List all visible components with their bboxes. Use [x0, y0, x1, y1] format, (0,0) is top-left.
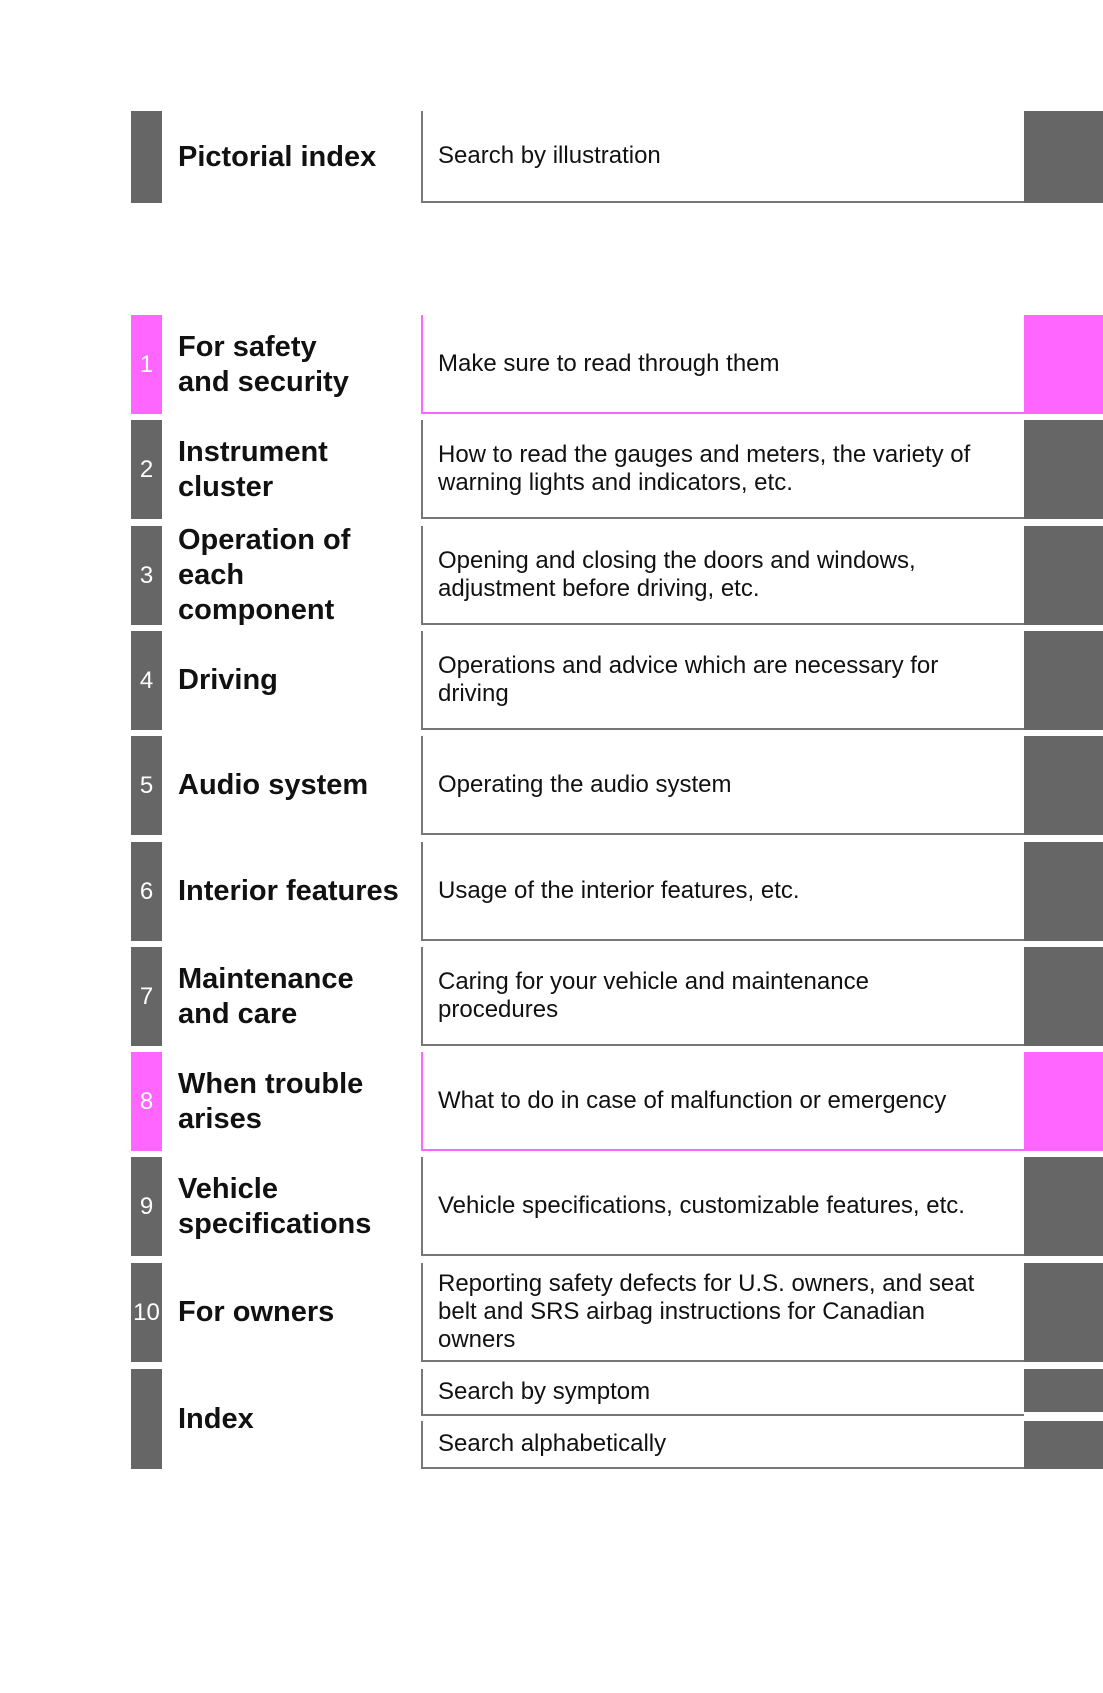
chapter-description: How to read the gauges and meters, the variety of warning lights and indicators, etc. [421, 420, 1024, 519]
chapter-title: When trouble arises [178, 1067, 364, 1135]
index-title: Index [178, 1402, 254, 1435]
chapter-row[interactable] [0, 736, 1103, 835]
chapter-right-tab[interactable] [1024, 526, 1103, 625]
chapter-title: Audio system [178, 769, 369, 801]
index-entry-alphabetical[interactable] [421, 1421, 1024, 1469]
chapter-number-tab: 5 [131, 736, 162, 835]
chapter-title: Driving [178, 664, 278, 696]
chapter-title: Maintenance and care [178, 962, 354, 1030]
index-alphabetical-right-tab[interactable] [1024, 1421, 1103, 1469]
chapter-title: Vehicle specifications [178, 1172, 372, 1240]
chapter-title: Interior features [178, 875, 399, 907]
chapter-description: Reporting safety defects for U.S. owners, and seat belt and SRS airbag instructions for Canadian owners [421, 1263, 1024, 1362]
chapter-row[interactable] [0, 631, 1103, 730]
chapter-number-tab: 7 [131, 947, 162, 1046]
pictorial-index-right-tab[interactable] [1024, 111, 1103, 203]
chapter-title: Instrument cluster [178, 435, 328, 503]
chapter-number-tab: 4 [131, 631, 162, 730]
chapter-number-tab: 1 [131, 315, 162, 414]
index-entry-symptom[interactable] [421, 1369, 1024, 1416]
chapter-description: Make sure to read through them [421, 315, 1024, 414]
chapter-description: What to do in case of malfunction or emergency [421, 1052, 1024, 1151]
chapter-number-tab: 10 [131, 1263, 162, 1362]
chapter-number-tab: 2 [131, 420, 162, 519]
pictorial-index-description: Search by illustration [421, 111, 1024, 203]
chapter-right-tab[interactable] [1024, 736, 1103, 835]
chapter-right-tab[interactable] [1024, 1052, 1103, 1151]
chapter-row[interactable] [0, 1263, 1103, 1362]
chapter-description: Operating the audio system [421, 736, 1024, 835]
chapter-title: For safety and security [178, 330, 349, 398]
chapter-row[interactable] [0, 947, 1103, 1046]
pictorial-index-left-tab [131, 111, 162, 203]
chapter-right-tab[interactable] [1024, 842, 1103, 941]
chapter-row[interactable] [0, 420, 1103, 519]
chapter-right-tab[interactable] [1024, 947, 1103, 1046]
chapter-description: Operations and advice which are necessary for driving [421, 631, 1024, 730]
chapter-row[interactable] [0, 526, 1103, 625]
chapter-right-tab[interactable] [1024, 420, 1103, 519]
chapter-row[interactable] [0, 842, 1103, 941]
index-entry-label: Search alphabetically [438, 1430, 667, 1457]
chapter-title: For owners [178, 1296, 335, 1328]
chapter-description: Usage of the interior features, etc. [421, 842, 1024, 941]
chapter-description: Vehicle specifications, customizable features, etc. [421, 1157, 1024, 1256]
chapter-right-tab[interactable] [1024, 1263, 1103, 1362]
pictorial-index-title: Pictorial index [178, 140, 377, 173]
chapter-row[interactable] [0, 1052, 1103, 1151]
index-left-tab [131, 1369, 162, 1469]
pictorial-index-row[interactable] [0, 111, 1103, 203]
chapter-number-tab: 6 [131, 842, 162, 941]
index-symptom-right-tab[interactable] [1024, 1369, 1103, 1412]
chapter-row[interactable] [0, 315, 1103, 414]
chapter-number-tab: 3 [131, 526, 162, 625]
index-row [0, 1369, 1103, 1469]
chapter-right-tab[interactable] [1024, 1157, 1103, 1256]
chapter-title: Operation of each component [178, 524, 351, 626]
index-entry-label: Search by symptom [438, 1377, 651, 1405]
chapter-row[interactable] [0, 1157, 1103, 1256]
chapter-description: Caring for your vehicle and maintenance procedures [421, 947, 1024, 1046]
chapter-description: Opening and closing the doors and windows, adjustment before driving, etc. [421, 526, 1024, 625]
chapter-right-tab[interactable] [1024, 631, 1103, 730]
chapter-right-tab[interactable] [1024, 315, 1103, 414]
chapter-number-tab: 8 [131, 1052, 162, 1151]
chapter-number-tab: 9 [131, 1157, 162, 1256]
